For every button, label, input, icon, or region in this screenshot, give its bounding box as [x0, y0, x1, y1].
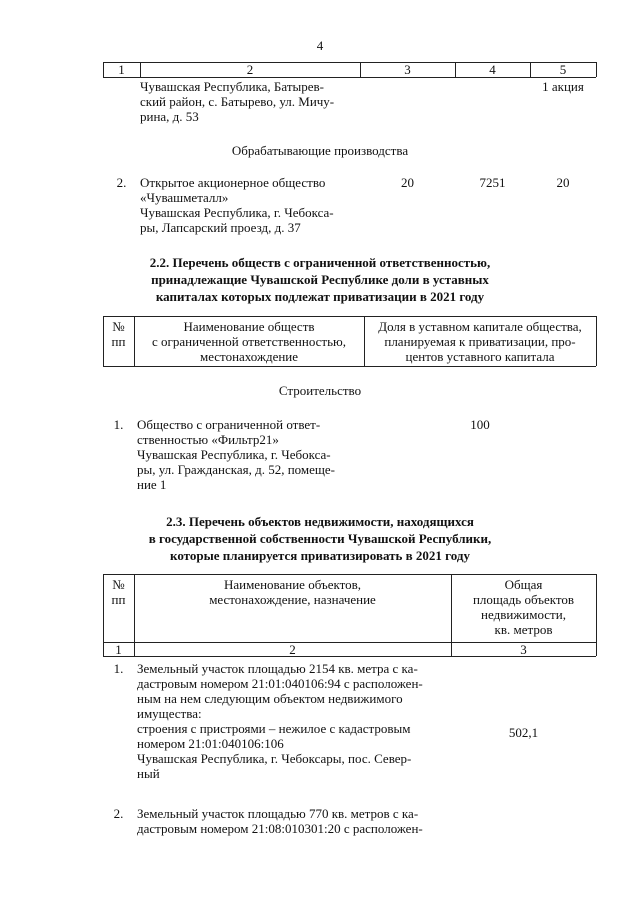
section23-title: 2.3. Перечень объектов недвижимости, находящихся в государственной собственности Чувашской Республики, которые планируется приватизировать в 2021 году [148, 514, 492, 563]
table22-row1-text: Общество с ограниченной ответ- ственностью «Фильтр21» Чувашская Республика, г. Чебокса- ры, ул. Гражданская, д. 52, помеще- ние 1 [137, 417, 336, 492]
table1-row2-text: Открытое акционерное общество «Чувашметалл» Чувашская Республика, г. Чебокса- ры, Лапсарский проезд, д. 37 [140, 175, 334, 235]
table23-row1-text: Земельный участок площадью 2154 кв. метра с ка- дастровым номером 21:01:040106:94 с расположен- ным на нем следующим объектом недвижимого имущества: строения с пристроями – нежилое с кадастровым номером 21:01:040106:106 Чувашская Республика, г. Чебоксары, пос. Север- ный [137, 661, 423, 781]
table23-row1-area: 502,1 [508, 725, 539, 740]
table23-head-area: Общая площадь объектов недвижимости, кв. метров [472, 577, 575, 637]
table1-header-col1: 1 [118, 62, 125, 77]
table23-row2-text: Земельный участок площадью 770 кв. метров с ка- дастровым номером 21:08:010301:20 с расположен- [137, 806, 423, 836]
table1-row-continued-col5: 1 акция [542, 79, 584, 94]
table22-head-name: Наименование обществ с ограниченной ответственностью, местонахождение [151, 319, 346, 364]
table23-row1-num: 1. [113, 661, 124, 676]
table1-row2-col5: 20 [556, 175, 570, 190]
table22-head-share: Доля в уставном капитале общества, планируемая к приватизации, про- центов уставного капитала [378, 319, 582, 364]
table1-row-continued-text: Чувашская Республика, Батырев- ский район, с. Батырево, ул. Мичу- рина, д. 53 [140, 79, 335, 124]
table1-header-col2: 2 [246, 62, 254, 77]
table22-category: Строительство [278, 383, 362, 398]
section22-title: 2.2. Перечень обществ с ограниченной ответственностью, принадлежащие Чувашской Республике доли в уставных капиталах которых подлежат приватизации в 2021 году [149, 255, 491, 304]
table23-colnum-1: 1 [115, 642, 122, 657]
table1-row2-num: 2. [116, 175, 127, 190]
table1-header-col3: 3 [404, 62, 411, 77]
table23-head-num: № пп [111, 577, 126, 607]
table23-colnum-2: 2 [289, 642, 296, 657]
table23-colnum-3: 3 [520, 642, 527, 657]
table1-row2-col3: 20 [401, 175, 414, 190]
table1-header-col4: 4 [489, 62, 496, 77]
table22-head-num: № пп [111, 319, 126, 349]
table1-category: Обрабатывающие производства [231, 143, 409, 158]
table23-head-name: Наименование объектов, местонахождение, назначение [209, 577, 376, 607]
table22-row1-share: 100 [470, 417, 490, 432]
table1-header-col5: 5 [559, 62, 567, 77]
page-number: 4 [316, 38, 324, 53]
table22-row1-num: 1. [113, 417, 124, 432]
table1-row2-col4: 7251 [479, 175, 506, 190]
table23-row2-num: 2. [113, 806, 124, 821]
